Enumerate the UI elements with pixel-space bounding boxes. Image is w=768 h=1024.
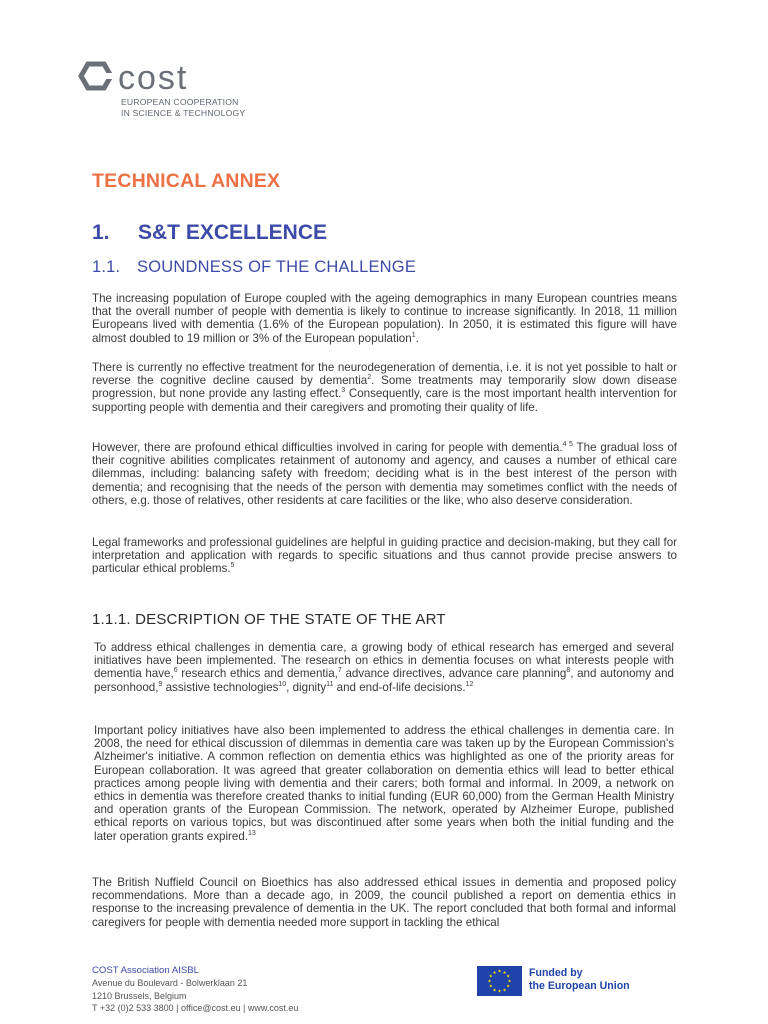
technical-annex-heading: TECHNICAL ANNEX [92, 170, 281, 192]
footer-address-line1: Avenue du Boulevard - Bolwerklaan 21 [92, 978, 248, 989]
footnote-ref: 12 [465, 680, 474, 688]
section-heading [92, 221, 327, 245]
footnote-ref: 8 [566, 667, 571, 675]
footnote-ref: 11 [326, 680, 334, 688]
eu-star-icon: ★ [506, 983, 511, 989]
footnote-ref: 7 [337, 667, 342, 675]
paragraph-treatment: There is currently no effective treatment for the neurodegeneration of dementia, i.e. it is not yet possible to halt or reverse the cognitive decline caused by dementia$^2$. Some treatments may temporarily slow down disease progression, but none provide any lasting effect.$^3$ Consequently, care is the most important health intervention for supporting people with dementia and their caregivers and promoting their quality of life. [92, 361, 677, 414]
eu-star-icon: ★ [502, 987, 507, 993]
footer-address [92, 965, 298, 1015]
paragraph-nuffield-council: The British Nuffield Council on Bioethics has also addressed ethical issues in dementia and proposed policy recommendations. More than a decade ago, in 2009, the council published a report on dementia ethics in response to the increasing prevalence of dementia in the UK. The report concluded that both formal and informal caregivers for people with dementia needed more support in tackling the ethical [92, 876, 676, 929]
footnote-ref: 1 [411, 331, 416, 339]
eu-star-icon: ★ [497, 988, 502, 994]
paragraph-ethical-difficulties: However, there are profound ethical difficulties involved in caring for people with dementia.$^{4 5}$ The gradual loss of their cognitive abilities complicates retainment of autonomy and agency, and causes a number of ethical care dilemmas, including: balancing safety with freedom; deciding what is in the best interest of the person with dementia; and recognising that the needs of the person with dementia may sometimes conflict with the needs of others, e.g. those of relatives, other residents at care facilities or the like, who also deserve consideration. [92, 441, 678, 507]
subsection-title: SOUNDNESS OF THE CHALLENGE [137, 258, 417, 276]
paragraph-population: The increasing population of Europe coupled with the ageing demographics in many European countries means that the overall number of people with dementia is likely to continue to increase significantly. In 2018, 11 million Europeans lived with dementia (1.6% of the European population). In 2050, it is estimated this figure will have almost doubled to 19 million or 3% of the European population$^1$. [92, 292, 677, 345]
cost-logo-mark [78, 60, 248, 100]
footnote-ref: 13 [248, 829, 256, 837]
eu-funding-text: Funded by the European Union [529, 967, 630, 992]
section-number: 1. [92, 221, 110, 244]
paragraph-ethical-research: To address ethical challenges in dementia care, a growing body of ethical research has emerged and several initiatives have been implemented. The research on ethics in dementia focuses on what interests people with dementia have,$^6$ research ethics and dementia,$^7$ advance directives, advance care planning$^8$, and autonomy and personhood,$^9$ assistive technologies$^{10}$, dignity$^{11}$ and end-of-life decisions.$^{12}$ [94, 641, 674, 694]
cost-logo [78, 60, 248, 122]
footnote-ref: 5 [230, 562, 235, 570]
footer-contact: T +32 (0)2 533 3800 | office@cost.eu | www.cost.eu [92, 1003, 299, 1014]
footnote-ref: 10 [278, 680, 287, 688]
footnote-ref: 3 [341, 387, 346, 395]
subsection-heading [92, 258, 416, 277]
footnote-ref: 6 [173, 667, 178, 675]
eu-star-icon: ★ [497, 968, 502, 974]
footnote-ref: 9 [158, 680, 163, 688]
eu-star-icon: ★ [488, 973, 493, 979]
eu-star-icon: ★ [492, 987, 497, 993]
eu-star-icon: ★ [487, 978, 492, 984]
section-title: S&T EXCELLENCE [138, 221, 328, 244]
paragraph-policy-initiatives: Important policy initiatives have also been implemented to address the ethical challenges in dementia care. In 2008, the need for ethical discussion of dilemmas in dementia care was taken up by the European Commission's Alzheimer's initiative. A common reflection on dementia ethics was highlighted as one of the priority areas for European collaboration. It was agreed that greater collaboration on dementia ethics will lead to better ethical practices among people living with dementia and their carers; both formal and informal. In 2009, a network on ethics in dementia was therefore created thanks to initial funding (EUR 60,000) from the German Health Ministry and operation grants of the European Commission. The network, operated by Alzheimer Europe, published ethical reports on various topics, but was discontinued after some years when both the initial funding and the later operation grants expired.$^{13}$ [94, 724, 674, 843]
eu-flag-icon [477, 966, 522, 996]
subsection-number: 1.1. [92, 258, 121, 276]
state-of-the-art-heading: 1.1.1. DESCRIPTION OF THE STATE OF THE ART [92, 611, 446, 628]
eu-star-icon: ★ [502, 969, 507, 975]
eu-star-icon: ★ [488, 983, 493, 989]
footer-address-line2: 1210 Brussels, Belgium [92, 990, 187, 1001]
cost-wordmark: cost [118, 60, 189, 97]
eu-star-icon: ★ [507, 978, 512, 984]
footer-org: COST Association AISBL [92, 965, 200, 976]
footnote-ref: 2 [367, 374, 372, 382]
eu-funding-badge [477, 966, 647, 996]
footnote-ref: 4 5 [562, 441, 573, 449]
cost-logo-subtitle: EUROPEAN COOPERATION IN SCIENCE & TECHNOLOGY [121, 97, 246, 118]
eu-star-icon: ★ [506, 973, 511, 979]
eu-star-icon: ★ [492, 969, 497, 975]
paragraph-legal-frameworks: Legal frameworks and professional guidelines are helpful in guiding practice and decision-making, but they call for interpretation and application with regards to specific situations and thus cannot provide precise answers to particular ethical problems.$^5$ [92, 536, 677, 576]
